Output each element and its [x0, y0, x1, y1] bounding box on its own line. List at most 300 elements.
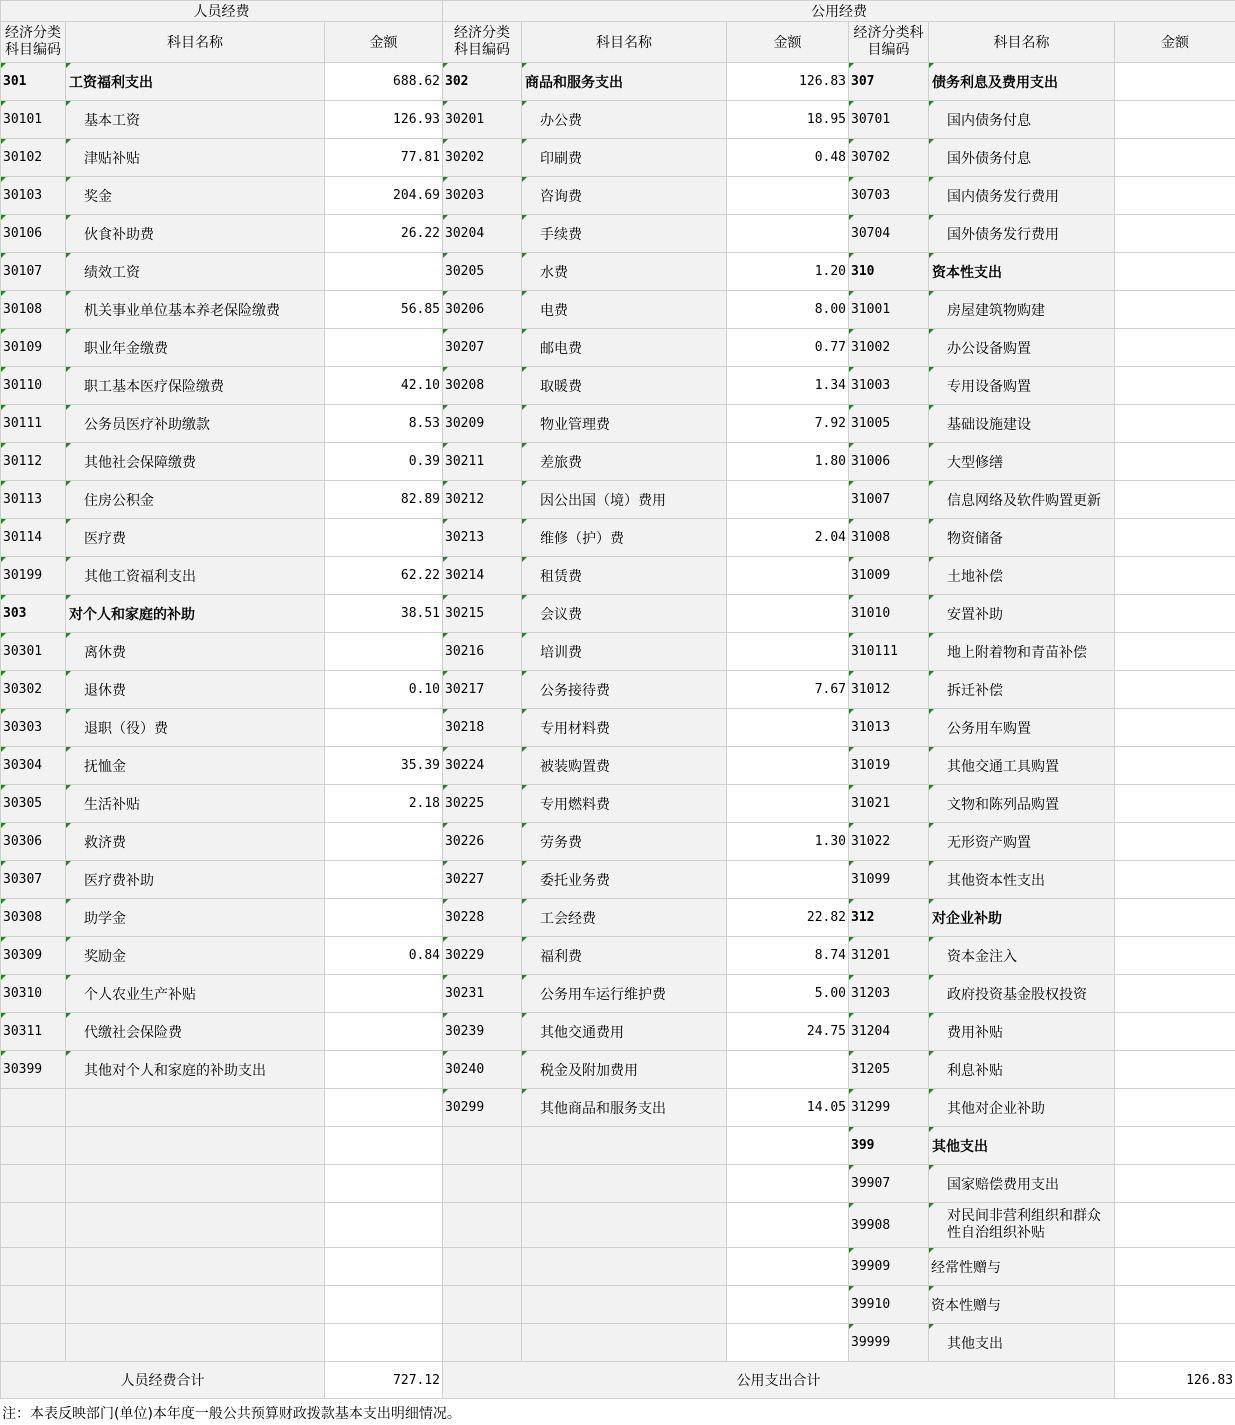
- cell-code: 301: [1, 63, 66, 101]
- cell-name: 国外债务发行费用: [929, 215, 1115, 253]
- cell-code: 30306: [1, 823, 66, 861]
- cell-code: [443, 1286, 522, 1324]
- cell-amount: [1115, 139, 1235, 177]
- cell-amount: [727, 557, 849, 595]
- cell-amount: [1115, 1165, 1235, 1203]
- cell-code: [1, 1248, 66, 1286]
- cell-amount: [1115, 1089, 1235, 1127]
- table-row: [1, 671, 1235, 709]
- cell-code: 31010: [849, 595, 929, 633]
- cell-amount: 1.20: [727, 253, 849, 291]
- cell-code: 31007: [849, 481, 929, 519]
- cell-name: 奖励金: [66, 937, 325, 975]
- cell-name: 因公出国（境）费用: [522, 481, 727, 519]
- cell-name: 房屋建筑物购建: [929, 291, 1115, 329]
- cell-code: 30240: [443, 1051, 522, 1089]
- cell-name: 商品和服务支出: [522, 63, 727, 101]
- cell-amount: [1115, 1324, 1235, 1362]
- cell-amount: [1115, 329, 1235, 367]
- cell-amount: [1115, 595, 1235, 633]
- cell-amount: [325, 633, 443, 671]
- cell-amount: [325, 1013, 443, 1051]
- cell-code: 307: [849, 63, 929, 101]
- cell-code: 30201: [443, 101, 522, 139]
- cell-name: 利息补贴: [929, 1051, 1115, 1089]
- cell-code: 31201: [849, 937, 929, 975]
- cell-name: 国内债务付息: [929, 101, 1115, 139]
- cell-code: 30226: [443, 823, 522, 861]
- cell-amount: [1115, 367, 1235, 405]
- cell-code: [443, 1203, 522, 1248]
- cell-amount: 126.83: [727, 63, 849, 101]
- table-row: [1, 1324, 1235, 1362]
- table-row: [1, 975, 1235, 1013]
- cell-code: 302: [443, 63, 522, 101]
- cell-code: 31019: [849, 747, 929, 785]
- cell-name: 个人农业生产补贴: [66, 975, 325, 1013]
- cell-amount: 2.04: [727, 519, 849, 557]
- cell-name: 专用材料费: [522, 709, 727, 747]
- cell-amount: 7.92: [727, 405, 849, 443]
- cell-code: 39908: [849, 1203, 929, 1248]
- cell-code: 31013: [849, 709, 929, 747]
- cell-amount: [1115, 405, 1235, 443]
- cell-amount: [325, 1203, 443, 1248]
- cell-amount: [1115, 63, 1235, 101]
- table-row: [1, 899, 1235, 937]
- cell-amount: [1115, 215, 1235, 253]
- cell-code: 30215: [443, 595, 522, 633]
- cell-name: 地上附着物和青苗补偿: [929, 633, 1115, 671]
- cell-name: 安置补助: [929, 595, 1115, 633]
- cell-name: [522, 1203, 727, 1248]
- cell-amount: 0.48: [727, 139, 849, 177]
- cell-name: 医疗费补助: [66, 861, 325, 899]
- cell-amount: [727, 1127, 849, 1165]
- cell-amount: 7.67: [727, 671, 849, 709]
- cell-name: 无形资产购置: [929, 823, 1115, 861]
- cell-code: 310111: [849, 633, 929, 671]
- cell-name: 委托业务费: [522, 861, 727, 899]
- cell-amount: [325, 1051, 443, 1089]
- cell-code: 30239: [443, 1013, 522, 1051]
- cell-amount: [1115, 1286, 1235, 1324]
- code-header: 经济分类 科目编码: [1, 22, 66, 63]
- cell-amount: [727, 861, 849, 899]
- cell-name: [522, 1248, 727, 1286]
- cell-name: 国内债务发行费用: [929, 177, 1115, 215]
- cell-code: 312: [849, 899, 929, 937]
- cell-amount: 0.10: [325, 671, 443, 709]
- cell-amount: [1115, 177, 1235, 215]
- cell-code: 30224: [443, 747, 522, 785]
- cell-name: 大型修缮: [929, 443, 1115, 481]
- cell-name: 公务用车运行维护费: [522, 975, 727, 1013]
- cell-amount: [727, 1203, 849, 1248]
- table-row: [1, 481, 1235, 519]
- cell-code: 31003: [849, 367, 929, 405]
- table-row: [1, 63, 1235, 101]
- cell-name: 费用补贴: [929, 1013, 1115, 1051]
- cell-name: 邮电费: [522, 329, 727, 367]
- public-group-header: 公用经费: [443, 1, 1235, 22]
- cell-code: 30225: [443, 785, 522, 823]
- cell-name: 国外债务付息: [929, 139, 1115, 177]
- cell-amount: 1.30: [727, 823, 849, 861]
- cell-name: 经常性赠与: [929, 1248, 1115, 1286]
- cell-name: 劳务费: [522, 823, 727, 861]
- table-row: [1, 937, 1235, 975]
- cell-amount: [1115, 937, 1235, 975]
- table-row: [1, 595, 1235, 633]
- cell-code: 31204: [849, 1013, 929, 1051]
- cell-amount: 8.74: [727, 937, 849, 975]
- cell-name: 办公费: [522, 101, 727, 139]
- cell-code: [1, 1286, 66, 1324]
- cell-amount: 56.85: [325, 291, 443, 329]
- cell-code: 39907: [849, 1165, 929, 1203]
- cell-amount: [727, 595, 849, 633]
- cell-name: [522, 1286, 727, 1324]
- cell-amount: [1115, 253, 1235, 291]
- code-header: 经济分类 科目编码: [443, 22, 522, 63]
- cell-amount: [325, 329, 443, 367]
- cell-name: 代缴社会保险费: [66, 1013, 325, 1051]
- cell-amount: [325, 519, 443, 557]
- cell-name: 拆迁补偿: [929, 671, 1115, 709]
- cell-code: 31299: [849, 1089, 929, 1127]
- cell-amount: 62.22: [325, 557, 443, 595]
- cell-code: 31005: [849, 405, 929, 443]
- name-header: 科目名称: [929, 22, 1115, 63]
- cell-name: 救济费: [66, 823, 325, 861]
- cell-code: 30305: [1, 785, 66, 823]
- cell-code: 30227: [443, 861, 522, 899]
- table-row: [1, 633, 1235, 671]
- cell-amount: 204.69: [325, 177, 443, 215]
- table-row: [1, 1051, 1235, 1089]
- cell-name: 土地补偿: [929, 557, 1115, 595]
- cell-code: 31001: [849, 291, 929, 329]
- cell-name: 其他商品和服务支出: [522, 1089, 727, 1127]
- cell-code: 30205: [443, 253, 522, 291]
- cell-code: [443, 1165, 522, 1203]
- table-row: [1, 291, 1235, 329]
- cell-amount: [727, 1248, 849, 1286]
- table-row: [1, 1203, 1235, 1248]
- cell-code: 31203: [849, 975, 929, 1013]
- table-row: [1, 443, 1235, 481]
- cell-name: 专用燃料费: [522, 785, 727, 823]
- cell-code: 31002: [849, 329, 929, 367]
- name-header: 科目名称: [522, 22, 727, 63]
- cell-name: 国家赔偿费用支出: [929, 1165, 1115, 1203]
- cell-amount: [325, 1286, 443, 1324]
- cell-code: 310: [849, 253, 929, 291]
- cell-code: 31012: [849, 671, 929, 709]
- cell-name: 公务员医疗补助缴款: [66, 405, 325, 443]
- cell-name: 生活补贴: [66, 785, 325, 823]
- cell-name: 维修（护）费: [522, 519, 727, 557]
- cell-name: 咨询费: [522, 177, 727, 215]
- cell-name: 住房公积金: [66, 481, 325, 519]
- cell-name: 伙食补助费: [66, 215, 325, 253]
- cell-amount: [1115, 861, 1235, 899]
- cell-amount: [1115, 101, 1235, 139]
- cell-name: 对个人和家庭的补助: [66, 595, 325, 633]
- cell-name: 奖金: [66, 177, 325, 215]
- cell-name: 信息网络及软件购置更新: [929, 481, 1115, 519]
- cell-code: 30309: [1, 937, 66, 975]
- cell-name: 职业年金缴费: [66, 329, 325, 367]
- cell-code: 30110: [1, 367, 66, 405]
- cell-name: 基础设施建设: [929, 405, 1115, 443]
- cell-amount: [727, 633, 849, 671]
- personnel-group-header: 人员经费: [1, 1, 443, 22]
- cell-code: 30311: [1, 1013, 66, 1051]
- cell-amount: 5.00: [727, 975, 849, 1013]
- table-row: [1, 1248, 1235, 1286]
- cell-amount: 35.39: [325, 747, 443, 785]
- table-row: [1, 367, 1235, 405]
- cell-name: [522, 1165, 727, 1203]
- table-row: [1, 405, 1235, 443]
- cell-code: 31021: [849, 785, 929, 823]
- cell-code: 30308: [1, 899, 66, 937]
- cell-code: 31008: [849, 519, 929, 557]
- table-row: [1, 1013, 1235, 1051]
- cell-amount: [1115, 1051, 1235, 1089]
- table-row: [1, 1127, 1235, 1165]
- cell-code: 30217: [443, 671, 522, 709]
- cell-code: 30231: [443, 975, 522, 1013]
- cell-amount: [727, 1165, 849, 1203]
- table-row: [1, 177, 1235, 215]
- personnel-total-label: 人员经费合计: [1, 1362, 325, 1399]
- cell-amount: [1115, 633, 1235, 671]
- cell-code: 30101: [1, 101, 66, 139]
- cell-code: 31205: [849, 1051, 929, 1089]
- personnel-total-value: 727.12: [325, 1362, 443, 1399]
- cell-name: [522, 1324, 727, 1362]
- cell-amount: 14.05: [727, 1089, 849, 1127]
- cell-amount: [727, 177, 849, 215]
- cell-name: [66, 1127, 325, 1165]
- cell-amount: 26.22: [325, 215, 443, 253]
- cell-name: 退休费: [66, 671, 325, 709]
- cell-amount: [727, 215, 849, 253]
- cell-amount: 126.93: [325, 101, 443, 139]
- cell-name: [66, 1286, 325, 1324]
- cell-code: [443, 1127, 522, 1165]
- cell-name: 福利费: [522, 937, 727, 975]
- cell-code: 30301: [1, 633, 66, 671]
- cell-name: 被装购置费: [522, 747, 727, 785]
- cell-amount: [727, 785, 849, 823]
- cell-code: 30214: [443, 557, 522, 595]
- cell-amount: 18.95: [727, 101, 849, 139]
- cell-name: [66, 1165, 325, 1203]
- cell-code: 30211: [443, 443, 522, 481]
- cell-name: 对企业补助: [929, 899, 1115, 937]
- table-note: 注：本表反映部门(单位)本年度一般公共预算财政拨款基本支出明细情况。: [2, 1406, 461, 1422]
- cell-code: 30209: [443, 405, 522, 443]
- cell-amount: 82.89: [325, 481, 443, 519]
- cell-name: 资本性赠与: [929, 1286, 1115, 1324]
- cell-code: 39909: [849, 1248, 929, 1286]
- cell-amount: 8.00: [727, 291, 849, 329]
- cell-code: 30212: [443, 481, 522, 519]
- table-row: [1, 139, 1235, 177]
- cell-amount: 22.82: [727, 899, 849, 937]
- cell-amount: 77.81: [325, 139, 443, 177]
- cell-amount: [325, 709, 443, 747]
- cell-name: 资本性支出: [929, 253, 1115, 291]
- cell-code: 303: [1, 595, 66, 633]
- cell-amount: [1115, 785, 1235, 823]
- code-header: 经济分类科 目编码: [849, 22, 929, 63]
- cell-code: 30399: [1, 1051, 66, 1089]
- cell-name: 电费: [522, 291, 727, 329]
- table-row: [1, 253, 1235, 291]
- cell-amount: 0.77: [727, 329, 849, 367]
- cell-name: 取暖费: [522, 367, 727, 405]
- cell-code: 30701: [849, 101, 929, 139]
- cell-name: 工会经费: [522, 899, 727, 937]
- cell-amount: [727, 1051, 849, 1089]
- cell-code: [443, 1248, 522, 1286]
- cell-name: 离休费: [66, 633, 325, 671]
- cell-name: 租赁费: [522, 557, 727, 595]
- cell-amount: 688.62: [325, 63, 443, 101]
- cell-amount: [325, 1165, 443, 1203]
- cell-code: [1, 1089, 66, 1127]
- cell-code: [1, 1165, 66, 1203]
- cell-amount: [1115, 1013, 1235, 1051]
- cell-amount: 1.34: [727, 367, 849, 405]
- cell-amount: 0.39: [325, 443, 443, 481]
- cell-code: 30106: [1, 215, 66, 253]
- cell-amount: [1115, 899, 1235, 937]
- cell-code: 31022: [849, 823, 929, 861]
- cell-name: 培训费: [522, 633, 727, 671]
- cell-code: [1, 1127, 66, 1165]
- table-row: [1, 785, 1235, 823]
- cell-amount: [1115, 443, 1235, 481]
- cell-code: 30229: [443, 937, 522, 975]
- cell-amount: [325, 1248, 443, 1286]
- cell-code: 39910: [849, 1286, 929, 1324]
- amount-header: 金额: [727, 22, 849, 63]
- cell-name: 医疗费: [66, 519, 325, 557]
- cell-code: 30203: [443, 177, 522, 215]
- cell-amount: [1115, 975, 1235, 1013]
- table-row: [1, 1286, 1235, 1324]
- cell-name: [66, 1324, 325, 1362]
- table-row: [1, 101, 1235, 139]
- cell-amount: [1115, 1127, 1235, 1165]
- cell-name: 其他对企业补助: [929, 1089, 1115, 1127]
- cell-name: 其他支出: [929, 1324, 1115, 1362]
- table-row: [1, 215, 1235, 253]
- cell-name: 其他对个人和家庭的补助支出: [66, 1051, 325, 1089]
- cell-name: 资本金注入: [929, 937, 1115, 975]
- cell-code: 30304: [1, 747, 66, 785]
- table-row: [1, 709, 1235, 747]
- cell-amount: [325, 1324, 443, 1362]
- cell-name: 债务利息及费用支出: [929, 63, 1115, 101]
- cell-name: 印刷费: [522, 139, 727, 177]
- cell-code: 30702: [849, 139, 929, 177]
- table-row: [1, 557, 1235, 595]
- cell-code: 30206: [443, 291, 522, 329]
- cell-amount: [1115, 481, 1235, 519]
- cell-code: 30113: [1, 481, 66, 519]
- cell-name: 其他资本性支出: [929, 861, 1115, 899]
- cell-name: 其他社会保障缴费: [66, 443, 325, 481]
- public-total-label: 公用支出合计: [443, 1362, 1115, 1399]
- table-row: [1, 329, 1235, 367]
- cell-code: 30114: [1, 519, 66, 557]
- amount-header: 金额: [1115, 22, 1235, 63]
- cell-name: 其他工资福利支出: [66, 557, 325, 595]
- cell-name: 专用设备购置: [929, 367, 1115, 405]
- cell-code: 30303: [1, 709, 66, 747]
- name-header: 科目名称: [66, 22, 325, 63]
- cell-amount: [727, 481, 849, 519]
- cell-code: 30199: [1, 557, 66, 595]
- cell-name: 职工基本医疗保险缴费: [66, 367, 325, 405]
- cell-code: 31006: [849, 443, 929, 481]
- table-row: [1, 747, 1235, 785]
- cell-code: 30108: [1, 291, 66, 329]
- cell-name: 物业管理费: [522, 405, 727, 443]
- cell-amount: [1115, 709, 1235, 747]
- cell-code: 30102: [1, 139, 66, 177]
- cell-amount: 42.10: [325, 367, 443, 405]
- cell-code: 30307: [1, 861, 66, 899]
- cell-name: 政府投资基金股权投资: [929, 975, 1115, 1013]
- table-row: [1, 1089, 1235, 1127]
- cell-name: 退职（役）费: [66, 709, 325, 747]
- table-row: [1, 519, 1235, 557]
- table-row: [1, 861, 1235, 899]
- cell-amount: [1115, 557, 1235, 595]
- cell-code: 399: [849, 1127, 929, 1165]
- cell-amount: [325, 861, 443, 899]
- cell-amount: [325, 899, 443, 937]
- cell-name: 其他交通工具购置: [929, 747, 1115, 785]
- cell-name: 税金及附加费用: [522, 1051, 727, 1089]
- cell-code: 30310: [1, 975, 66, 1013]
- cell-name: 公务用车购置: [929, 709, 1115, 747]
- public-total-value: 126.83: [1115, 1362, 1235, 1399]
- cell-name: 物资储备: [929, 519, 1115, 557]
- cell-amount: 2.18: [325, 785, 443, 823]
- cell-name: 公务接待费: [522, 671, 727, 709]
- cell-amount: [727, 1324, 849, 1362]
- cell-code: 30302: [1, 671, 66, 709]
- cell-code: 30216: [443, 633, 522, 671]
- cell-amount: [1115, 823, 1235, 861]
- cell-amount: [1115, 747, 1235, 785]
- cell-code: 30107: [1, 253, 66, 291]
- cell-amount: [325, 823, 443, 861]
- cell-amount: [325, 975, 443, 1013]
- cell-name: 文物和陈列品购置: [929, 785, 1115, 823]
- amount-header: 金额: [325, 22, 443, 63]
- cell-code: 30213: [443, 519, 522, 557]
